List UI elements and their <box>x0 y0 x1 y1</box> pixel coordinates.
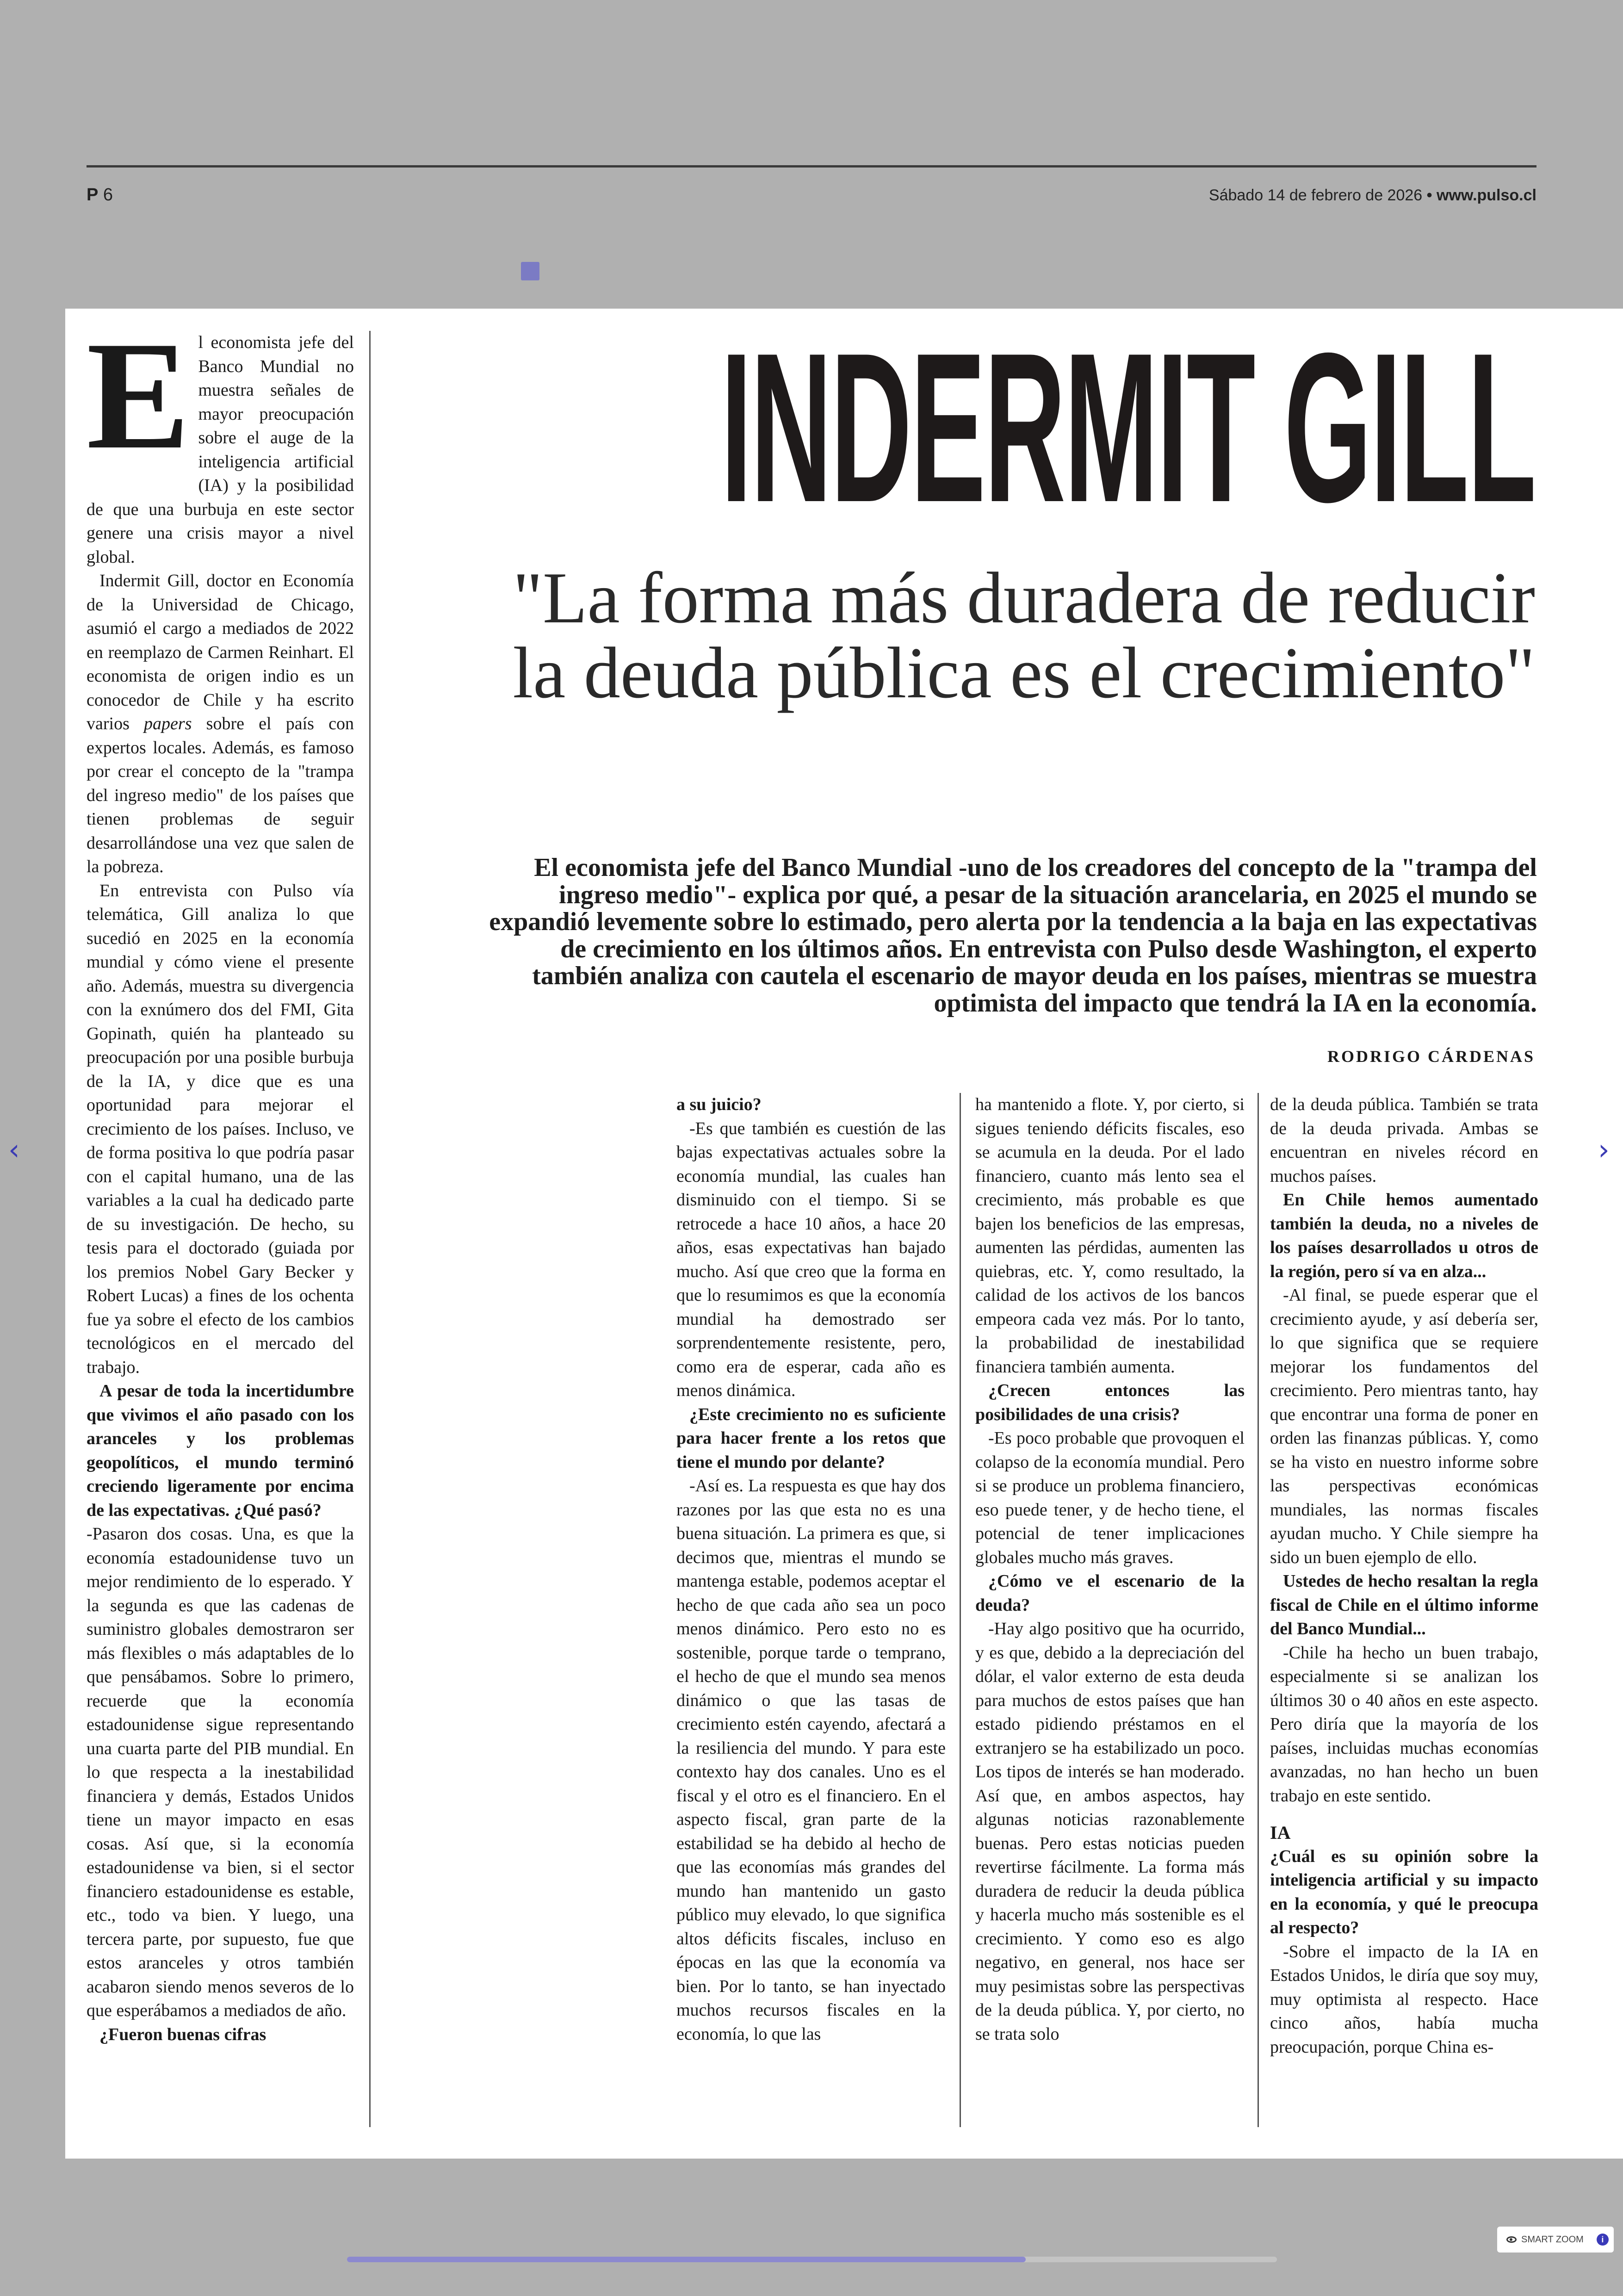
pull-quote: "La forma más duradera de reducir la deuda pública es el crecimiento" <box>513 558 1535 714</box>
section-heading: IA <box>1270 1822 1291 1843</box>
smart-zoom-label: SMART ZOOM <box>1521 2234 1584 2245</box>
answer: -Es poco probable que provoquen el colapso de la economía mundial. Pero si se produce un problema financiero, eso puede tener, y de hecho tiene, el potencial de tener implicaciones globales mucho más graves. <box>975 1428 1245 1567</box>
question: ¿Crecen entonces las posibilidades de una crisis? <box>975 1381 1245 1424</box>
column-divider <box>1258 1093 1259 2127</box>
question: a su juicio? <box>676 1095 762 1114</box>
header-rule <box>87 165 1536 168</box>
answer: -Al final, se puede esperar que el crecimiento ayude, y así debería ser, lo que significa que se requiere mejorar los fundamentos del crecimiento. Pero mientras tanto, hay que encontrar una forma de poner en orden las finanzas públicas. Y, como se ha visto en nuestro informe sobre las perspectivas económicas mundiales, las normas fiscales ayudan mucho. Y Chile siempre ha sido un buen ejemplo de ello. <box>1270 1285 1538 1567</box>
next-page-icon[interactable]: › <box>1598 1133 1610 1167</box>
prev-page-icon[interactable]: ‹ <box>8 1133 20 1167</box>
paragraph: l economista jefe del Banco Mundial no muestra señales de mayor preocupación sobre el auge de la inteligencia artificial (IA) y la posibilidad de que una burbuja en este sector genere una crisis mayor a nivel global. <box>87 333 354 567</box>
page-marker-icon[interactable] <box>521 262 539 280</box>
article-column-3 <box>975 1093 1245 2046</box>
column-divider <box>369 331 371 2127</box>
question: ¿Este crecimiento no es suficiente para hacer frente a los retos que tiene el mundo por delante? <box>676 1404 946 1472</box>
question: A pesar de toda la incertidumbre que vivimos el año pasado con los aranceles y los problemas geopolíticos, el mundo terminó creciendo ligeramente por encima de las expectativas. ¿Qué pasó? <box>87 1381 354 1520</box>
answer: -Pasaron dos cosas. Una, es que la economía estadounidense tuvo un mejor rendimiento de lo esperado. Y la segunda es que las cadenas de suministro globales demostraron ser más flexibles o más adaptables de lo que pensábamos. Sobre lo primero, recuerde que la economía estadounidense sigue representando una cuarta parte del PIB mundial. En lo que respecta a la inestabilidad financiera y demás, Estados Unidos tiene un mayor impacto en esas cosas. Así que, si la economía estadounidense va bien, si el sector financiero estadounidense es estable, etc., todo va bien. Y luego, una tercera parte, por supuesto, fue que estos aranceles y otros también acabaron siendo menos severos de lo que esperábamos a mediados de año. <box>87 1524 354 2020</box>
drop-cap: E <box>87 310 190 481</box>
answer: -Es que también es cuestión de las bajas expectativas actuales sobre la economía mundial, las cuales han disminuido con el tiempo. Si se retrocede a hace 10 años, a hace 20 años, esas expectativas han bajado mucho. Así que creo que la forma en que lo resumimos es que la economía mundial ha demostrado ser sorprendentemente resistente, pero, como era de esperar, cada año es menos dinámica. <box>676 1118 946 1400</box>
answer: -Hay algo positivo que ha ocurrido, y es que, debido a la depreciación del dólar, el valor externo de esta deuda para muchos de estos países que han estado pidiendo préstamos en el extranjero se ha estabilizado un poco. Los tipos de interés se han moderado. Así que, en ambos aspectos, hay algunas noticias razonablemente buenas. Pero estas noticias pueden revertirse fácilmente. La forma más duradera de reducir la deuda pública y hacerla mucho más sostenible es el crecimiento. Y como eso es algo negativo, en general, nos hace ser muy pesimistas sobre las perspectivas de la deuda pública. Y, por cierto, no se trata solo <box>975 1619 1245 2044</box>
author-byline: RODRIGO CÁRDENAS <box>1327 1047 1535 1066</box>
answer: de la deuda pública. También se trata de la deuda privada. Ambas se encuentran en niveles récord en muchos países. <box>1270 1095 1538 1186</box>
answer: -Chile ha hecho un buen trabajo, especialmente si se analizan los últimos 30 o 40 años en este aspecto. Pero diría que la mayoría de los países, incluidas muchas economías avanzadas, no han hecho un buen trabajo en este sentido. <box>1270 1643 1538 1806</box>
reading-progress-bar[interactable] <box>347 2257 1277 2262</box>
article-lead: El economista jefe del Banco Mundial -uno de los creadores del concepto de la "trampa del ingreso medio"- explica por qué, a pesar de la situación arancelaria, en 2025 el mundo se expandió levemente sobre lo estimado, pero alerta por la tendencia a la baja en las expectativas de crecimiento en los últimos años. En entrevista con Pulso desde Washington, el experto también analiza con cautela el escenario de mayor deuda en los países, mientras se muestra optimista del impacto que tendrá la IA en la economía. <box>489 853 1537 1018</box>
reading-progress-fill <box>347 2257 1026 2262</box>
question: En Chile hemos aumentado también la deuda, no a niveles de los países desarrollados u otros de la región, pero sí va en alza... <box>1270 1190 1538 1281</box>
question: ¿Cómo ve el escenario de la deuda? <box>975 1571 1245 1615</box>
answer: -Sobre el impacto de la IA en Estados Unidos, le diría que soy muy, muy optimista al respecto. Hace cinco años, había mucha preocupación, porque China es- <box>1270 1942 1538 2057</box>
article-column-2 <box>676 1093 946 2046</box>
question: Ustedes de hecho resaltan la regla fiscal de Chile en el último informe del Banco Mundial... <box>1270 1571 1538 1638</box>
site-link[interactable]: www.pulso.cl <box>1437 186 1536 204</box>
question: ¿Cuál es su opinión sobre la inteligencia artificial y su impacto en la economía, y qué le preocupa al respecto? <box>1270 1846 1538 1937</box>
dateline: Sábado 14 de febrero de 2026 • www.pulso.cl <box>1208 186 1536 204</box>
info-icon[interactable]: i <box>1597 2234 1609 2246</box>
smart-zoom-button[interactable] <box>1497 2227 1614 2253</box>
article-column-4 <box>1270 1093 1538 2059</box>
paragraph: En entrevista con Pulso vía telemática, Gill analiza lo que sucedió en 2025 en la economía mundial y cómo viene el presente año. Además, muestra su divergencia con la exnúmero dos del FMI, Gita Gopinath, quién ha planteado su preocupación por una posible burbuja de la IA, y dice que es una oportunidad para mejorar el crecimiento de los países. Incluso, ve de forma positiva lo que podría pasar con el capital humano, una de las variables a la cual ha dedicado parte de su investigación. De hecho, su tesis para el doctorado (guiada por los premios Nobel Gary Becker y Robert Lucas) a fines de los ochenta fue ya sobre el efecto de los cambios tecnológicos en el mercado del trabajo. <box>87 881 354 1377</box>
answer: ha mantenido a flote. Y, por cierto, si sigues teniendo déficits fiscales, eso se acumula en la deuda. Por el lado financiero, cuanto más lento sea el crecimiento, más probable es que bajen los beneficios de las empresas, aumenten las pérdidas, aumenten las quiebras, etc. Y, como resultado, la calidad de los activos de los bancos empeora cada vez más. Por lo tanto, la probabilidad de inestabilidad financiera también aumenta. <box>975 1095 1245 1377</box>
article-column-1 <box>87 310 354 2047</box>
headline: INDERMIT GILL <box>721 309 1535 546</box>
answer: -Así es. La respuesta es que hay dos razones por las que esta no es una buena situación. La primera es que, si decimos que, mientras el mundo se mantenga estable, podemos aceptar el hecho de que cada año sea un poco menos dinámico. Pero esto no es sostenible, porque tarde o temprano, el hecho de que el mundo sea menos dinámico o que las tasas de crecimiento estén cayendo, afectará a la resiliencia del mundo. Y para este contexto hay dos canales. Uno es el fiscal y el otro es el financiero. En el aspecto fiscal, gran parte de la estabilidad se ha debido al hecho de que las economías más grandes del mundo han mantenido un gasto público muy elevado, lo que significa altos déficits fiscales, incluso en épocas en las que la economía va bien. Por lo tanto, se han inyectado muchos recursos fiscales en la economía, lo que las <box>676 1476 946 2044</box>
paragraph: Indermit Gill, doctor en Economía de la Universidad de Chicago, asumió el cargo a mediados de 2022 en reemplazo de Carmen Reinhart. El economista de origen indio es un conocedor de Chile y ha escrito varios papers sobre el país con expertos locales. Además, es famoso por crear el concepto de la "trampa del ingreso medio" de los países que tienen problemas de seguir desarrollándose una vez que salen de la pobreza. <box>87 571 354 876</box>
question: ¿Fueron buenas cifras <box>99 2024 266 2044</box>
column-divider <box>960 1093 961 2127</box>
page-number: P 6 <box>87 185 113 205</box>
eye-icon <box>1506 2236 1517 2243</box>
